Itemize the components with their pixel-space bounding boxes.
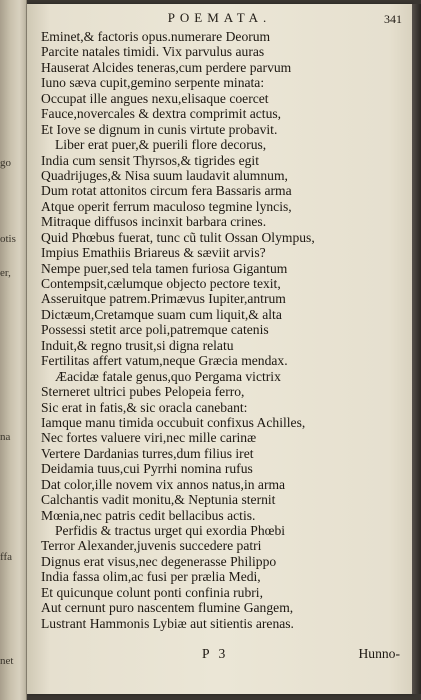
left-page-fragment: otis	[0, 233, 16, 245]
verse-line: India cum sensit Thyrsos,& tigrides egit	[41, 152, 259, 168]
verse-line: Fertilitas affert vatum,neque Græcia mendax.	[41, 353, 288, 369]
verse-line: Liber erat puer,& puerili flore decorus,	[55, 137, 267, 153]
book-page	[27, 4, 412, 694]
page-footer	[27, 646, 412, 666]
verse-line: Possessi stetit arce poli,patremque catenis	[41, 322, 269, 338]
verse-line: Nec fortes valuere viri,nec mille carinæ	[41, 430, 257, 446]
page-stack-edge	[412, 4, 421, 694]
verse-line: Dum rotat attonitos circum fera Bassaris arma	[41, 183, 292, 199]
verse-line: Lustrant Hammonis Lybiæ aut sitientis arenas.	[41, 615, 294, 631]
left-page-fragment: na	[0, 431, 11, 443]
verse-line: Deidamia tuus,cui Pyrrhi nomina rufus	[41, 461, 253, 477]
verse-line: Calchantis vadit monitu,& Neptunia sternit	[41, 492, 276, 508]
verse-line: Hauserat Alcides teneras,cum perdere parvum	[41, 59, 292, 75]
verse-line: India fassa olim,ac fusi per prælia Medi,	[41, 569, 261, 585]
verse-line: Contempsit,cælumque objecto pectore texit,	[41, 276, 281, 291]
verse-line: Induit,& regno trusit,si digna relatu	[41, 337, 234, 353]
verse-line: Mitraque diffusos incinxit barbara crines.	[41, 214, 267, 230]
verse-line: Perfidis & tractus urget qui exordia Phœbi	[55, 523, 286, 538]
verse-line: Dictæum,Cretamque suam cum liquit,& alta	[41, 306, 282, 322]
signature-mark: P 3	[202, 646, 229, 661]
verse-line: Quadrijuges,& Nisa suum laudavit alumnum,	[41, 167, 288, 183]
verse-line: Fauce,novercales & dextra comprimit actus,	[41, 106, 282, 122]
left-page-fragment: ffa	[0, 551, 13, 563]
verse-line: Iamque manu timida occubuit confixus Achilles,	[41, 414, 306, 430]
left-page-fragment: net	[0, 655, 14, 667]
verse-line: Et quicunque colunt ponti confinia rubri,	[41, 584, 263, 600]
verse-line: Dat color,ille novem vix annos natus,in arma	[41, 476, 286, 492]
verse-line: Terror Alexander,juvenis succedere patri	[41, 538, 262, 554]
verse-line: Aut cernunt puro nascentem flumine Gangem,	[41, 600, 294, 616]
left-page-fragment: go	[0, 157, 11, 169]
verse-line: Dignus erat visus,nec degenerasse Philippo	[41, 553, 277, 569]
verse-line: Sterneret ultrici pubes Pelopeia ferro,	[41, 384, 245, 400]
verse-line: Mœnia,nec patris cedit bellacibus actis.	[41, 507, 256, 523]
verse-line: Iuno sæva cupit,gemino serpente minata:	[41, 75, 265, 91]
verse-line: Atque operit ferrum maculoso tegmine lyncis,	[41, 198, 292, 214]
left-page-edge	[0, 0, 27, 700]
verse-line: Quid Phœbus fuerat, tunc cũ tulit Ossan Olympus,	[41, 229, 315, 245]
verse-line: Impius Emathiis Briareus & sæviit arvis?	[41, 245, 266, 261]
verse-line: Sic erat in fatis,& sic oracla canebant:	[41, 399, 248, 415]
catchword: Hunno-	[358, 646, 400, 661]
verse-line: Et Iove se dignum in cunis virtute probavit.	[41, 121, 278, 137]
running-title: POEMATA.	[167, 10, 272, 25]
verse-block	[41, 29, 404, 631]
verse-line: Vertere Dardanias turres,dum filius iret	[41, 445, 254, 461]
verse-line: Parcite natales timidi. Vix parvulus auras	[41, 44, 265, 60]
left-page-fragment: er,	[0, 267, 11, 279]
verse-line: Occupat ille angues nexu,elisaque coercet	[41, 90, 269, 106]
verse-line: Nempe puer,sed tela tamen furiosa Gigantum	[41, 260, 288, 276]
verse-line: Asseruitque patrem.Primævus Iupiter,antrum	[41, 291, 286, 307]
page-number: 341	[384, 12, 402, 26]
verse-line: Æacidæ fatale genus,quo Pergama victrix	[55, 368, 281, 384]
verse-line: Eminet,& factoris opus.numerare Deorum	[41, 29, 271, 44]
